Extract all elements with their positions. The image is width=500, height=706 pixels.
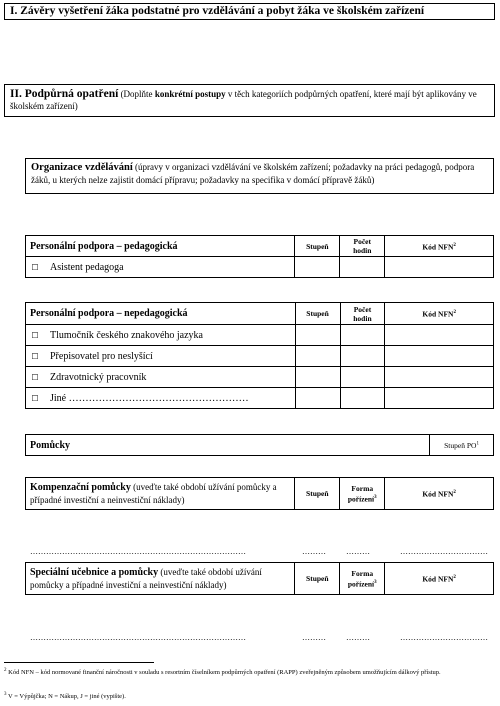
- pomucky-table: [25, 434, 494, 456]
- specialni-col-kod: [385, 563, 494, 595]
- kompenz-col-kod-label: Kód NFN: [422, 489, 454, 499]
- neped-row-label: Přepisovatel pro neslyšící: [50, 350, 153, 362]
- specialni-dots-forma[interactable]: ………: [346, 633, 370, 642]
- neped-cell[interactable]: [385, 325, 494, 346]
- specialni-title: Speciální učebnice a pomůcky: [30, 567, 159, 578]
- kompenz-dots-kod[interactable]: ……………………………: [400, 547, 488, 556]
- footnote-3: [4, 691, 494, 701]
- footnote-2-text: Kód NFN – kód normované finanční náročnosti v souladu s resortním číselníkem podpůrných opatření (RAPP) zveřejněným způsobem umožňujícím dálkový přístup.: [6, 669, 441, 677]
- footnote-3-text: V = Výpůjčka; N = Nákup, J = jiné (vypište).: [6, 693, 126, 701]
- neped-row: [26, 325, 296, 346]
- ped-row-label: Asistent pedagoga: [50, 261, 124, 273]
- specialni-col-kod-label: Kód NFN: [422, 574, 454, 584]
- section-2-desc-bold: konkrétní postupy: [154, 89, 226, 99]
- checkbox-icon[interactable]: ☐: [31, 262, 39, 272]
- ped-col-kod: [385, 236, 494, 257]
- organizace-text: [31, 161, 491, 187]
- specialni-dots-stupen[interactable]: ………: [302, 633, 326, 642]
- neped-cell[interactable]: [385, 346, 494, 367]
- organizace-title: Organizace vzdělávání: [31, 162, 133, 173]
- section-2-title: II. Podpůrná opatření: [10, 88, 119, 100]
- ped-title: Personální podpora – pedagogická: [26, 236, 295, 257]
- neped-cell[interactable]: [340, 367, 385, 388]
- kompenz-dots-stupen[interactable]: ………: [302, 547, 326, 556]
- specialni-col-forma-sup: 3: [374, 579, 377, 585]
- ped-col-stupen: Stupeň: [295, 236, 340, 257]
- ped-table: [25, 235, 494, 278]
- kompenz-col-kod-sup: 2: [453, 490, 456, 496]
- kompenz-col-forma-sup: 3: [374, 494, 377, 500]
- kompenz-col-forma: [340, 478, 385, 510]
- specialni-dots-kod[interactable]: ……………………………: [400, 633, 488, 642]
- neped-cell[interactable]: [295, 325, 340, 346]
- neped-col-kod-sup: 2: [453, 310, 456, 316]
- neped-col-kod-label: Kód NFN: [422, 309, 454, 319]
- ped-col-kod-sup: 2: [453, 242, 456, 248]
- neped-row: [26, 367, 296, 388]
- neped-cell[interactable]: [340, 388, 385, 409]
- ped-row: [26, 257, 295, 278]
- kompenz-col-kod: [385, 478, 494, 510]
- checkbox-icon[interactable]: ☐: [31, 393, 39, 403]
- kompenz-dots-text[interactable]: ………………………………………………………………………: [30, 547, 246, 556]
- neped-cell[interactable]: [340, 346, 385, 367]
- neped-cell[interactable]: [295, 346, 340, 367]
- footnote-2: [4, 667, 494, 677]
- neped-row-label: Zdravotnický pracovník: [50, 371, 147, 383]
- pomucky-stupen-sup: 1: [476, 441, 479, 446]
- specialni-col-forma-label: Forma pořízení: [347, 568, 375, 589]
- checkbox-icon[interactable]: ☐: [31, 372, 39, 382]
- pomucky-title: Pomůcky: [26, 435, 430, 456]
- pomucky-stupen-label: Stupeň PO: [444, 440, 477, 450]
- checkbox-icon[interactable]: ☐: [31, 351, 39, 361]
- footnote-divider: [4, 662, 154, 663]
- neped-table: [25, 302, 494, 409]
- section-1-title: I. Závěry vyšetření žáka podstatné pro vzdělávání a pobyt žáka ve školském zařízení: [10, 5, 425, 17]
- specialni-table: [25, 562, 494, 595]
- specialni-col-kod-sup: 2: [453, 575, 456, 581]
- footnote-3-num: 3: [4, 692, 7, 697]
- specialni-col-forma: [340, 563, 385, 595]
- organizace-desc: (úpravy v organizaci vzdělávání ve školském zařízení; požadavky na práci pedagogů, podpora žáků, u kterých nelze zajistit domácí přípravu; požadavky na specifika v domácí přípravě žáků): [31, 162, 475, 185]
- ped-col-pocet: Počet hodin: [340, 236, 385, 257]
- specialni-dots-text[interactable]: ………………………………………………………………………: [30, 633, 246, 642]
- neped-col-kod: [385, 303, 494, 325]
- neped-cell[interactable]: [385, 388, 494, 409]
- neped-row: [26, 388, 296, 409]
- neped-cell[interactable]: [340, 325, 385, 346]
- specialni-col-stupen: Stupeň: [295, 563, 340, 595]
- kompenz-title: Kompenzační pomůcky: [30, 482, 131, 493]
- section-2-desc-b: v těch kategoriích podpůrných opatření, které mají být aplikovány ve školském zařízení): [10, 89, 477, 111]
- checkbox-icon[interactable]: ☐: [31, 330, 39, 340]
- neped-title: Personální podpora – nepedagogická: [26, 303, 296, 325]
- ped-cell-pocet[interactable]: [340, 257, 385, 278]
- neped-row-label: Tlumočník českého znakového jazyka: [50, 329, 203, 341]
- ped-cell-stupen[interactable]: [295, 257, 340, 278]
- ped-col-kod-label: Kód NFN: [422, 242, 454, 252]
- neped-row: [26, 346, 296, 367]
- kompenz-col-stupen: Stupeň: [295, 478, 340, 510]
- kompenz-desc: (uveďte také období užívání pomůcky a případné investiční a neinvestiční náklady): [30, 482, 277, 505]
- neped-cell[interactable]: [295, 367, 340, 388]
- kompenz-dots-forma[interactable]: ………: [346, 547, 370, 556]
- neped-cell[interactable]: [385, 367, 494, 388]
- specialni-header: [26, 563, 295, 595]
- kompenz-header: [26, 478, 295, 510]
- neped-row-label: Jiné ………………………………………………: [50, 392, 249, 404]
- neped-col-pocet: Počet hodin: [340, 303, 385, 325]
- footnote-2-num: 2: [4, 668, 7, 673]
- section-2-header: [10, 88, 490, 112]
- kompenz-col-forma-label: Forma pořízení: [347, 483, 375, 504]
- neped-cell[interactable]: [295, 388, 340, 409]
- pomucky-stupen: [430, 435, 494, 456]
- ped-cell-kod[interactable]: [385, 257, 494, 278]
- neped-col-stupen: Stupeň: [295, 303, 340, 325]
- kompenz-table: [25, 477, 494, 510]
- section-2-desc-a: (Doplňte: [118, 89, 155, 99]
- specialni-desc: (uveďte také období užívání pomůcky a případné investiční a neinvestiční náklady): [30, 567, 262, 590]
